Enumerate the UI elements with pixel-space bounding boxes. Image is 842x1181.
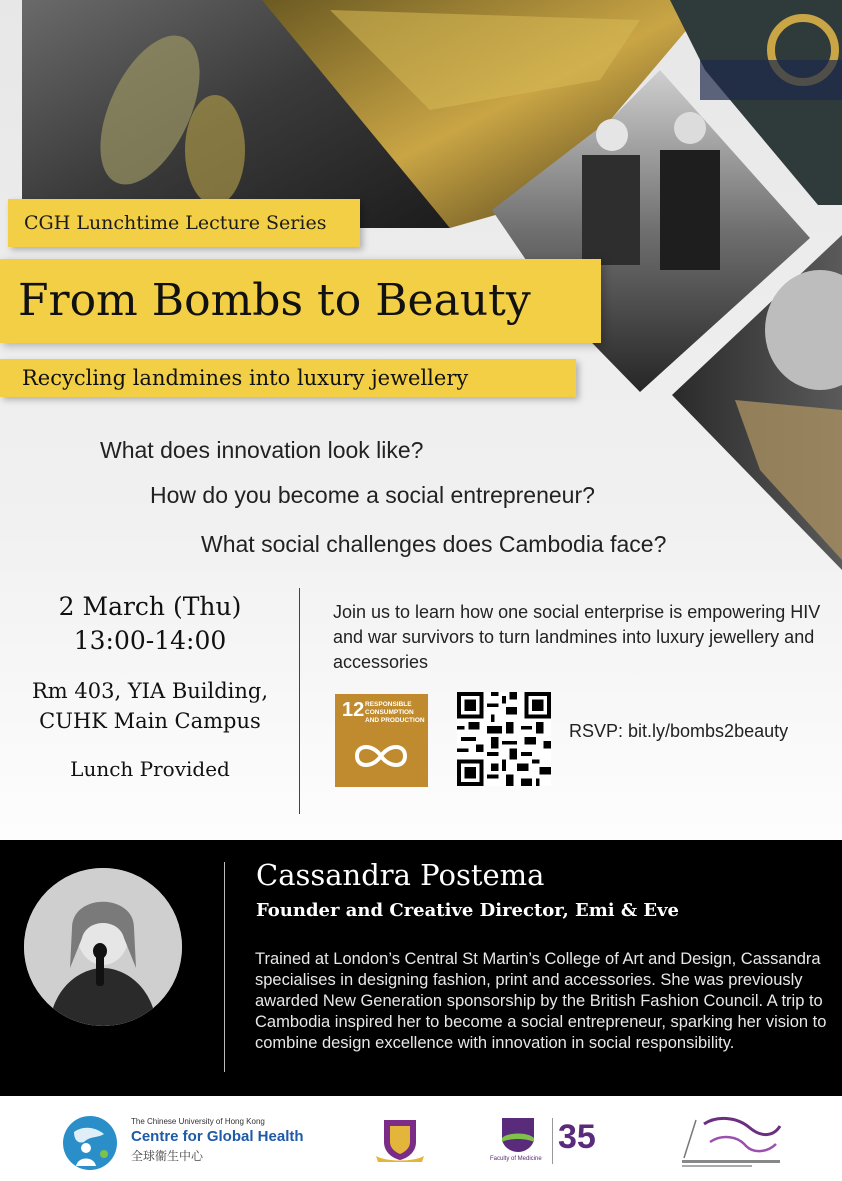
- sdg-12-badge: [335, 694, 428, 787]
- lecture-series-tag: CGH Lunchtime Lecture Series: [8, 199, 360, 247]
- cu-medicine-logo: [490, 1116, 620, 1168]
- cu-medicine-icon: [500, 1116, 536, 1154]
- infinity-icon: [335, 694, 428, 787]
- cgh-university-name: The Chinese University of Hong Kong: [131, 1117, 265, 1126]
- speaker-avatar: [24, 868, 182, 1026]
- speaker-section: [0, 840, 842, 1096]
- faculty-of-medicine-label: Faculty of Medicine: [490, 1156, 542, 1162]
- venue-line-1: Rm 403, YIA Building,: [31, 679, 269, 703]
- sdg-number: 12: [342, 699, 365, 721]
- event-time: 13:00-14:00: [73, 626, 227, 655]
- lunch-note: Lunch Provided: [70, 757, 230, 781]
- question-innovation: What does innovation look like?: [100, 437, 424, 463]
- sdg-label-line-2: CONSUMPTION: [365, 709, 414, 716]
- event-subtitle: Recycling landmines into luxury jewellery: [0, 359, 576, 397]
- sdg-label-line-3: AND PRODUCTION: [365, 717, 425, 724]
- details-divider: [299, 588, 300, 814]
- medicine-logo-divider: [552, 1118, 553, 1164]
- anniversary-35-mark: 35: [558, 1118, 596, 1156]
- event-details: [0, 590, 300, 784]
- venue-line-2: CUHK Main Campus: [39, 709, 261, 733]
- cgh-centre-name: Centre for Global Health: [131, 1128, 304, 1145]
- speaker-divider: [224, 862, 225, 1072]
- cgh-logo: [60, 1114, 320, 1172]
- globe-people-icon: [60, 1114, 122, 1172]
- speaker-name: Cassandra Postema: [256, 858, 545, 892]
- footer-logos: [0, 1096, 842, 1181]
- event-blurb: Join us to learn how one social enterprise is empowering HIV and war survivors to turn landmines into luxury jewellery and accessories: [333, 602, 821, 672]
- question-cambodia: What social challenges does Cambodia face?: [201, 531, 667, 557]
- cuhk-crest-icon: [370, 1116, 430, 1164]
- cgh-chinese-name: 全球衞生中心: [131, 1149, 204, 1163]
- speaker-bio: Trained at London’s Central St Martin’s College of Art and Design, Cassandra specialises in designing fashion, print and accessories. She was previously awarded New Generation sponsorship by the British Fashion Council. A trip to Cambodia inspired her to become a social entrepreneur, sparking her vision to combine design excellence with innovation in social responsibility.: [255, 950, 827, 1052]
- emi-eve-logo-icon: [676, 1114, 786, 1170]
- event-date: 2 March (Thu): [58, 592, 242, 621]
- rsvp-qr-code[interactable]: [457, 692, 551, 786]
- event-title: From Bombs to Beauty: [0, 259, 601, 343]
- rsvp-link[interactable]: RSVP: bit.ly/bombs2beauty: [569, 721, 789, 741]
- speaker-role: Founder and Creative Director, Emi & Eve: [256, 900, 680, 921]
- speaker-photo: [24, 868, 182, 1026]
- question-social-entrepreneur: How do you become a social entrepreneur?: [150, 482, 595, 508]
- sdg-label-line-1: RESPONSIBLE: [365, 701, 412, 708]
- event-venue: [0, 676, 300, 736]
